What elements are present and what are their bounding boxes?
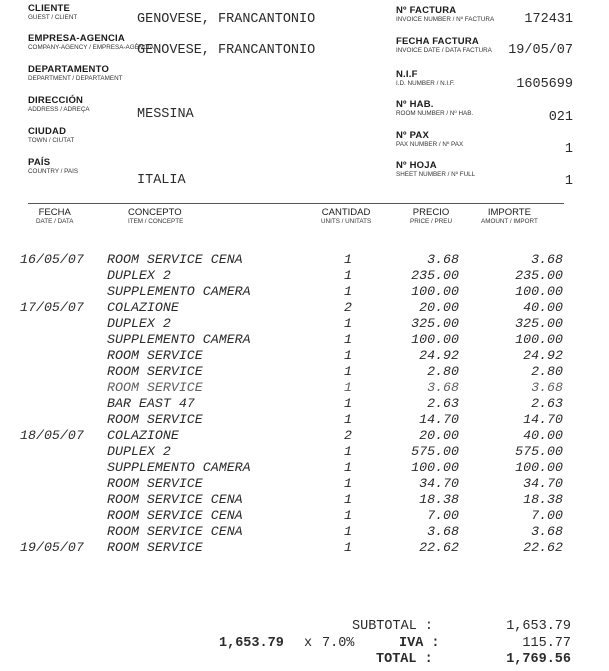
row-price: 575.00 xyxy=(411,444,459,459)
row-date: 17/05/07 xyxy=(20,300,84,315)
row-price: 2.63 xyxy=(427,396,459,411)
invoice-date-label: FECHA FACTURA xyxy=(396,36,479,47)
row-item: SUPPLEMENTO CAMERA xyxy=(107,332,251,347)
room-number-value: 021 xyxy=(548,110,573,125)
company-label: EMPRESA-AGENCIA xyxy=(28,33,125,44)
row-item: COLAZIONE xyxy=(107,428,179,443)
row-item: COLAZIONE xyxy=(107,300,179,315)
row-item: ROOM SERVICE xyxy=(107,380,203,395)
row-price: 2.80 xyxy=(427,364,459,379)
client-value: GENOVESE, FRANCANTONIO xyxy=(137,12,316,27)
row-item: ROOM SERVICE CENA xyxy=(107,524,243,539)
row-item: ROOM SERVICE CENA xyxy=(107,508,243,523)
table-row xyxy=(0,476,609,492)
col-date-header xyxy=(36,207,73,225)
col-date-sublabel: DATE / DATA xyxy=(36,218,74,225)
col-date-label: FECHA xyxy=(38,207,71,218)
header-divider xyxy=(28,203,564,204)
row-amount: 40.00 xyxy=(523,428,563,443)
row-price: 14.70 xyxy=(419,412,459,427)
row-item: SUPPLEMENTO CAMERA xyxy=(107,460,251,475)
row-item: ROOM SERVICE xyxy=(107,364,203,379)
invoice-number-value: 172431 xyxy=(524,12,573,27)
client-label: CLIENTE xyxy=(28,3,71,14)
row-units: 1 xyxy=(344,316,352,331)
row-item: ROOM SERVICE xyxy=(107,476,203,491)
nif-value: 1605699 xyxy=(516,77,573,92)
row-units: 1 xyxy=(344,364,352,379)
table-row xyxy=(0,508,609,524)
nif-label-block xyxy=(396,69,455,87)
col-price-label: PRECIO xyxy=(412,207,450,218)
invoice-date-label-block xyxy=(396,36,492,54)
invoice-date-sublabel: INVOICE DATE / DATA FACTURA xyxy=(396,47,492,54)
pax-label: Nº PAX xyxy=(396,130,429,141)
table-row xyxy=(0,428,609,444)
row-units: 1 xyxy=(344,540,352,555)
iva-rate: 7.0% xyxy=(322,636,355,651)
client-label-block xyxy=(28,3,77,21)
address-sublabel: ADDRESS / ADREÇA xyxy=(28,106,90,113)
row-amount: 100.00 xyxy=(515,284,563,299)
invoice-number-label: Nº FACTURA xyxy=(396,5,457,16)
department-label: DEPARTAMENTO xyxy=(28,64,110,75)
row-amount: 2.80 xyxy=(531,364,563,379)
row-price: 24.92 xyxy=(419,348,459,363)
row-price: 7.00 xyxy=(427,508,459,523)
iva-value: 115.77 xyxy=(522,636,571,651)
pax-sublabel: PAX NUMBER / Nº PAX xyxy=(396,141,464,148)
nif-label: N.I.F xyxy=(396,69,418,80)
country-value: ITALIA xyxy=(137,173,186,188)
subtotal-value: 1,653.79 xyxy=(506,619,571,634)
row-amount: 2.63 xyxy=(531,396,563,411)
row-amount: 18.38 xyxy=(523,492,563,507)
col-item-header xyxy=(128,207,183,225)
col-price-header xyxy=(410,207,452,225)
country-label-block xyxy=(28,157,78,175)
col-amount-sublabel: AMOUNT / IMPORT xyxy=(481,218,538,225)
row-units: 1 xyxy=(344,332,352,347)
address-label: DIRECCIÓN xyxy=(28,95,84,106)
row-units: 1 xyxy=(344,460,352,475)
row-amount: 325.00 xyxy=(515,316,563,331)
row-amount: 3.68 xyxy=(531,380,563,395)
company-label-block xyxy=(28,33,154,51)
row-item: ROOM SERVICE CENA xyxy=(107,252,243,267)
row-units: 1 xyxy=(344,524,352,539)
room-number-sublabel: ROOM NUMBER / Nº HAB. xyxy=(396,110,474,117)
row-price: 34.70 xyxy=(419,476,459,491)
room-number-label-block xyxy=(396,99,473,117)
row-units: 1 xyxy=(344,508,352,523)
row-amount: 40.00 xyxy=(523,300,563,315)
invoice-number-label-block xyxy=(396,5,494,23)
col-units-label: CANTIDAD xyxy=(321,207,371,218)
row-units: 1 xyxy=(344,348,352,363)
table-row xyxy=(0,332,609,348)
pax-label-block xyxy=(396,130,463,148)
row-item: SUPPLEMENTO CAMERA xyxy=(107,284,251,299)
department-sublabel: DEPARTMENT / DEPARTAMENT xyxy=(28,75,123,82)
col-item-label: CONCEPTO xyxy=(128,207,182,218)
table-row xyxy=(0,460,609,476)
table-row xyxy=(0,316,609,332)
invoice-date-value: 19/05/07 xyxy=(508,43,573,58)
row-units: 2 xyxy=(344,428,352,443)
table-row xyxy=(0,412,609,428)
row-amount: 100.00 xyxy=(515,460,563,475)
table-row xyxy=(0,540,609,556)
row-date: 18/05/07 xyxy=(20,428,84,443)
row-price: 100.00 xyxy=(411,460,459,475)
total-label: TOTAL : xyxy=(376,652,433,667)
iva-multiply-sign: x xyxy=(304,636,313,651)
row-amount: 24.92 xyxy=(523,348,563,363)
department-label-block xyxy=(28,64,122,82)
row-amount: 100.00 xyxy=(515,332,563,347)
iva-label: IVA : xyxy=(399,636,440,651)
row-price: 22.62 xyxy=(419,540,459,555)
row-item: DUPLEX 2 xyxy=(107,444,171,459)
row-units: 1 xyxy=(344,268,352,283)
row-units: 2 xyxy=(344,300,352,315)
col-amount-header xyxy=(481,207,538,225)
table-row xyxy=(0,396,609,412)
row-units: 1 xyxy=(344,444,352,459)
town-sublabel: TOWN / CIUTAT xyxy=(28,137,75,144)
col-item-sublabel: ITEM / CONCEPTE xyxy=(128,218,184,225)
row-item: ROOM SERVICE xyxy=(107,412,203,427)
client-sublabel: GUEST / CLIENT xyxy=(28,14,78,21)
row-units: 1 xyxy=(344,380,352,395)
row-item: ROOM SERVICE xyxy=(107,348,203,363)
subtotal-label: SUBTOTAL : xyxy=(352,619,434,634)
table-row xyxy=(0,444,609,460)
row-price: 20.00 xyxy=(419,300,459,315)
address-value: MESSINA xyxy=(137,107,194,122)
row-price: 235.00 xyxy=(411,268,459,283)
table-row xyxy=(0,284,609,300)
row-item: BAR EAST 47 xyxy=(107,396,195,411)
row-amount: 14.70 xyxy=(523,412,563,427)
row-price: 18.38 xyxy=(419,492,459,507)
nif-sublabel: I.D. NUMBER / N.I.F. xyxy=(396,80,455,87)
row-amount: 235.00 xyxy=(515,268,563,283)
row-price: 3.68 xyxy=(427,524,459,539)
table-row xyxy=(0,380,609,396)
country-label: PAÍS xyxy=(28,157,51,168)
row-units: 1 xyxy=(344,476,352,491)
col-units-sublabel: UNITS / UNITATS xyxy=(321,218,372,225)
company-value: GENOVESE, FRANCANTONIO xyxy=(137,43,316,58)
row-item: DUPLEX 2 xyxy=(107,268,171,283)
country-sublabel: COUNTRY / PAIS xyxy=(28,168,79,175)
row-amount: 7.00 xyxy=(531,508,563,523)
row-item: ROOM SERVICE xyxy=(107,540,203,555)
table-row xyxy=(0,252,609,268)
row-amount: 3.68 xyxy=(531,252,563,267)
row-units: 1 xyxy=(344,492,352,507)
row-amount: 34.70 xyxy=(523,476,563,491)
table-row xyxy=(0,300,609,316)
row-amount: 575.00 xyxy=(515,444,563,459)
row-date: 16/05/07 xyxy=(20,252,84,267)
row-date: 19/05/07 xyxy=(20,540,84,555)
pax-value: 1 xyxy=(564,142,573,157)
town-label-block xyxy=(28,126,74,144)
row-price: 3.68 xyxy=(427,252,459,267)
iva-base-value: 1,653.79 xyxy=(219,636,284,651)
row-units: 1 xyxy=(344,252,352,267)
table-row xyxy=(0,492,609,508)
sheet-label: Nº HOJA xyxy=(396,160,437,171)
row-item: ROOM SERVICE CENA xyxy=(107,492,243,507)
row-amount: 22.62 xyxy=(523,540,563,555)
row-amount: 3.68 xyxy=(531,524,563,539)
col-price-sublabel: PRICE / PREU xyxy=(410,218,452,225)
col-amount-label: IMPORTE xyxy=(487,207,531,218)
room-number-label: Nº HAB. xyxy=(396,99,434,110)
row-price: 20.00 xyxy=(419,428,459,443)
sheet-label-block xyxy=(396,160,475,178)
total-value: 1,769.56 xyxy=(506,652,571,667)
col-units-header xyxy=(321,207,371,225)
company-sublabel: COMPANY-AGENCY / EMPRESA-AGÈNCIA xyxy=(28,44,154,51)
row-units: 1 xyxy=(344,284,352,299)
sheet-value: 1 xyxy=(564,174,573,189)
sheet-sublabel: SHEET NUMBER / Nº FULL xyxy=(396,171,476,178)
row-price: 100.00 xyxy=(411,332,459,347)
row-price: 100.00 xyxy=(411,284,459,299)
row-units: 1 xyxy=(344,412,352,427)
invoice-number-sublabel: INVOICE NUMBER / Nº FACTURA xyxy=(396,16,495,23)
table-row xyxy=(0,524,609,540)
row-price: 325.00 xyxy=(411,316,459,331)
row-price: 3.68 xyxy=(427,380,459,395)
address-label-block xyxy=(28,95,90,113)
table-row xyxy=(0,364,609,380)
table-row xyxy=(0,268,609,284)
town-label: CIUDAD xyxy=(28,126,67,137)
row-units: 1 xyxy=(344,396,352,411)
row-item: DUPLEX 2 xyxy=(107,316,171,331)
table-row xyxy=(0,348,609,364)
